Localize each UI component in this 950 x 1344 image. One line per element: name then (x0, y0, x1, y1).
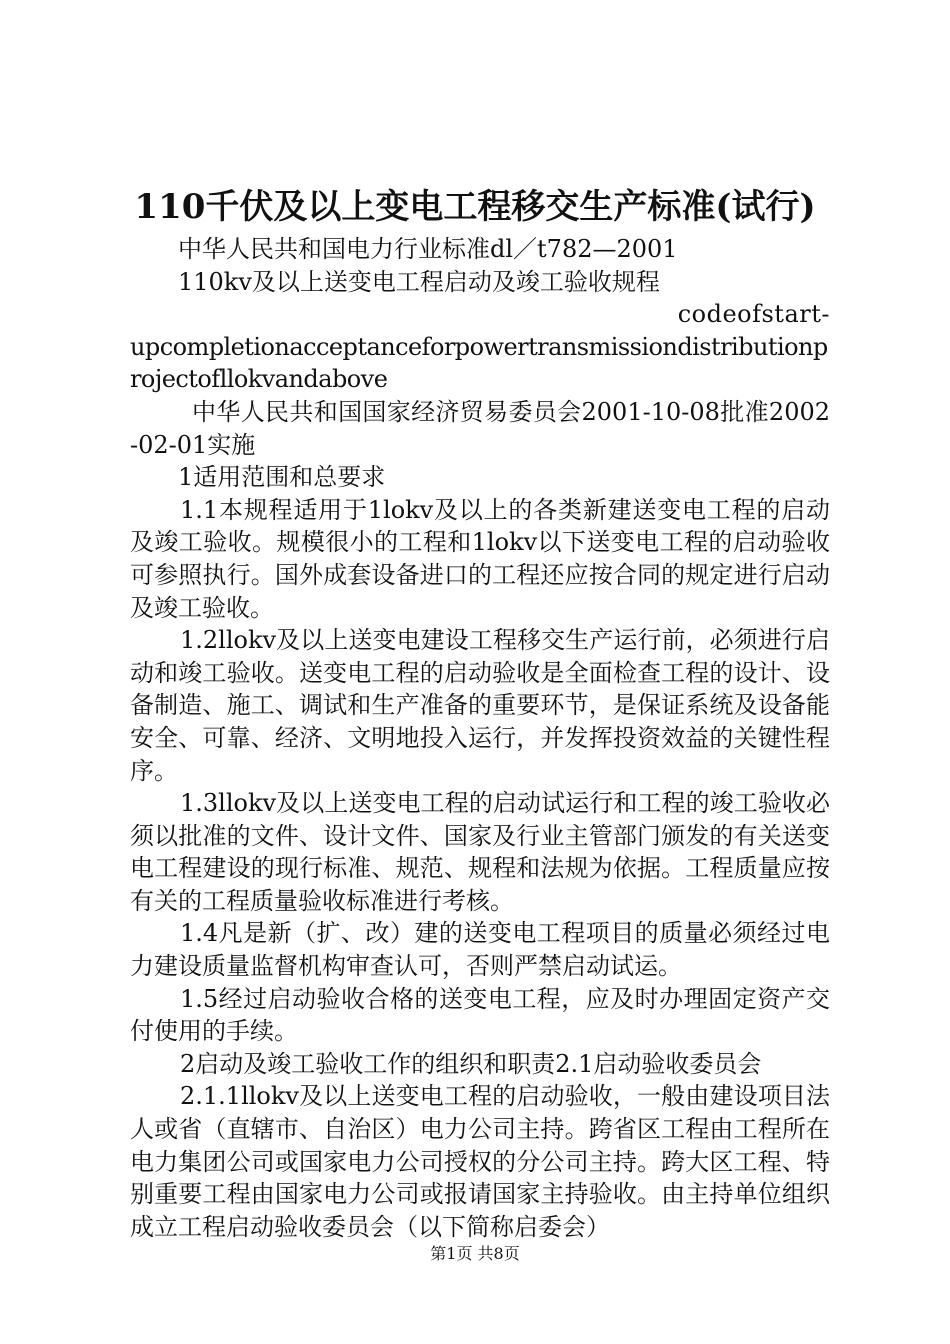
clause-1-5: 1.5经过启动验收合格的送变电工程，应及时办理固定资产交付使用的手续。 (130, 984, 830, 1046)
document-body (130, 233, 830, 1243)
clause-2-1-1: 2.1.1llokv及以上送变电工程的启动验收，一般由建设项目法人或省（直辖市、自治区）电力公司主持。跨省区工程由工程所在电力集团公司或国家电力公司授权的分公司主持。跨大区工程、特别重要工程由国家电力公司或报请国家主持验收。由主持单位组织成立工程启动验收委员会（以下简称启委会） (130, 1082, 830, 1241)
page-number-footer: 第1页 共8页 (430, 1244, 520, 1263)
section-heading-1: 1适用范围和总要求 (178, 463, 386, 492)
approval-line: 中华人民共和国国家经济贸易委员会2001-10-08批准2002-02-01实施 (130, 397, 830, 459)
clause-1-1: 1.1本规程适用于1lokv及以上的各类新建送变电工程的启动及竣工验收。规模很小的工程和1lokv以下送变电工程的启动验收可参照执行。国外成套设备进口的工程还应按合同的规定进行启动及竣工验收。 (130, 495, 830, 622)
standard-number-line: 中华人民共和国电力行业标准dl／t782—2001 (178, 235, 678, 263)
english-title-continued: upcompletionacceptanceforpowertransmissiondistributionprojectofllokvandabove (130, 332, 828, 394)
section-heading-2: 2启动及竣工验收工作的组织和职责2.1启动验收委员会 (180, 1049, 762, 1078)
document-title: 110千伏及以上变电工程移交生产标准(试行) (134, 187, 816, 227)
english-title-start: codeofstart- (677, 300, 830, 329)
clause-1-4: 1.4凡是新（扩、改）建的送变电工程项目的质量必须经过电力建设质量监督机构审查认可，否则严禁启动试运。 (130, 919, 830, 981)
clause-1-2: 1.2llokv及以上送变电建设工程移交生产运行前，必须进行启动和竣工验收。送变电工程的启动验收是全面检查工程的设计、设备制造、施工、调试和生产准备的重要环节，是保证系统及设备能安全、可靠、经济、文明地投入运行，并发挥投资效益的关键性程序。 (130, 626, 830, 785)
standard-name-line: 110kv及以上送变电工程启动及竣工验收规程 (178, 267, 660, 296)
clause-1-3: 1.3llokv及以上送变电工程的启动试运行和工程的竣工验收必须以批准的文件、设计文件、国家及行业主管部门颁发的有关送变电工程建设的现行标准、规范、规程和法规为依据。工程质量应按有关的工程质量验收标准进行考核。 (130, 789, 830, 915)
